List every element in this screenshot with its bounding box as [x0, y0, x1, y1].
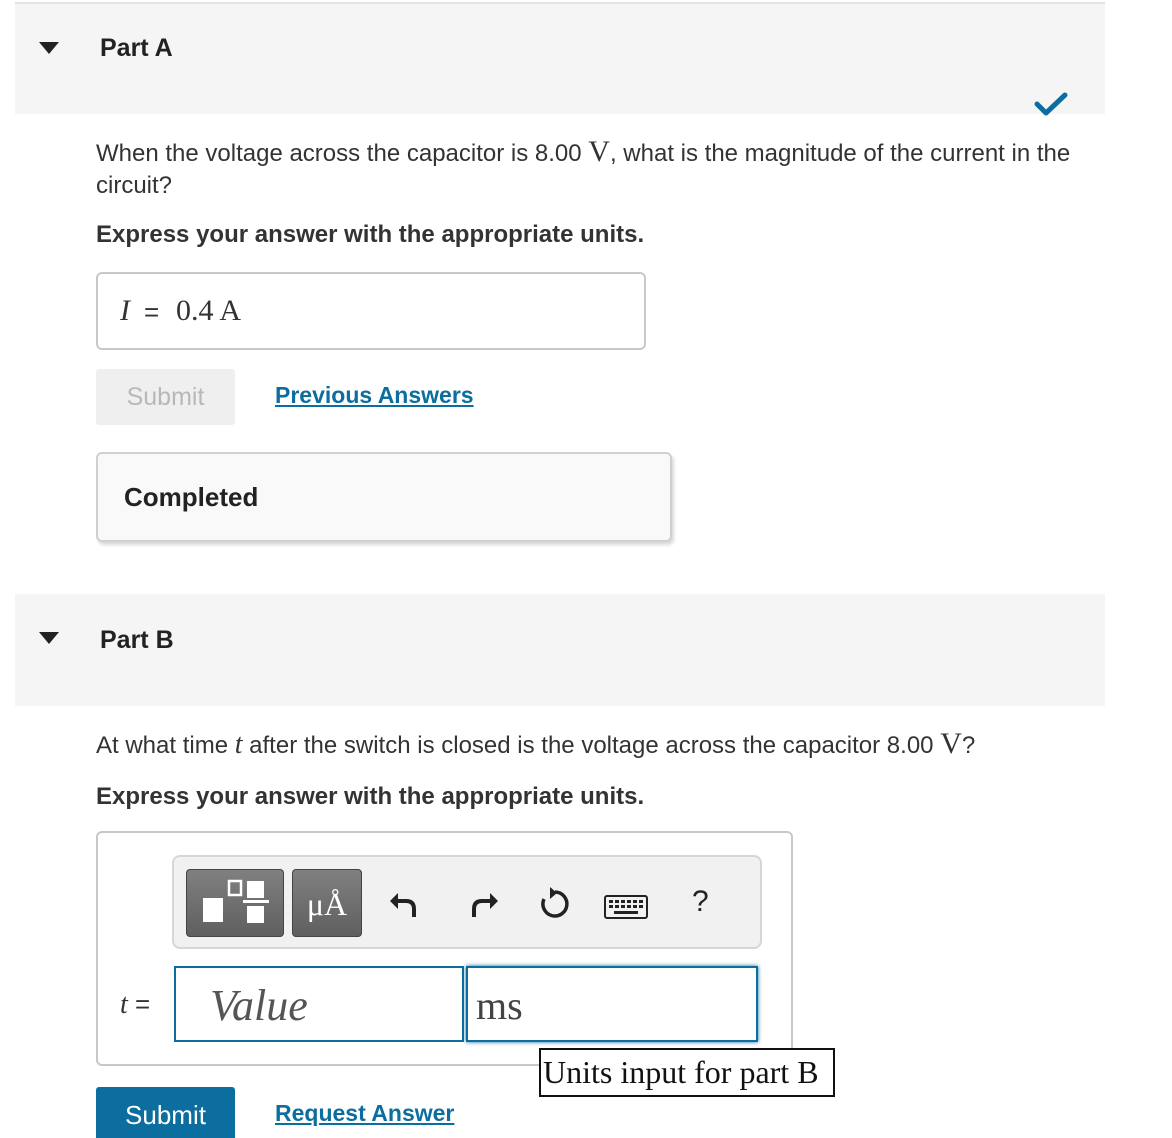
- answer-equals: =: [144, 297, 160, 327]
- part-a-question: [96, 136, 1096, 202]
- checkmark-icon: [1034, 92, 1068, 116]
- question-variable: t: [234, 729, 243, 760]
- units-input-tooltip: [539, 1048, 835, 1097]
- units-value: ms: [476, 983, 523, 1028]
- reset-icon[interactable]: [538, 887, 572, 921]
- templates-button[interactable]: [186, 869, 284, 937]
- units-button[interactable]: [292, 869, 362, 937]
- part-a-instruction: Express your answer with the appropriate units.: [96, 221, 645, 248]
- part-a-header[interactable]: [15, 2, 1105, 114]
- templates-icon: [187, 870, 285, 938]
- answer-value: 0.4 A: [176, 294, 242, 327]
- answer-variable: I: [120, 294, 130, 327]
- undo-icon[interactable]: [388, 889, 420, 919]
- question-text: When the voltage across the capacitor is 8.00: [96, 140, 589, 167]
- input-variable-label: [120, 989, 150, 1021]
- question-unit: V: [588, 135, 610, 168]
- question-text-end: ?: [961, 732, 976, 759]
- help-icon[interactable]: ?: [692, 885, 709, 918]
- part-b-header[interactable]: [15, 594, 1105, 706]
- question-unit: V: [940, 727, 962, 760]
- part-b-answer-card: [96, 831, 793, 1066]
- part-a-answer-field: [96, 272, 646, 350]
- part-b-question: [96, 728, 1096, 762]
- part-b-submit-button[interactable]: Submit: [96, 1087, 235, 1138]
- part-b-title: Part B: [100, 626, 174, 654]
- value-input[interactable]: [174, 966, 464, 1042]
- units-input[interactable]: [466, 966, 758, 1042]
- completed-label: Completed: [124, 482, 259, 512]
- tooltip-text: Units input for part B: [543, 1054, 819, 1090]
- completed-status-box: [96, 452, 672, 542]
- input-variable: t: [120, 989, 128, 1020]
- value-placeholder: Value: [210, 981, 308, 1030]
- part-a-title: Part A: [100, 34, 173, 62]
- redo-icon[interactable]: [468, 889, 500, 919]
- units-icon: μÅ: [306, 886, 348, 922]
- input-equals: =: [135, 989, 151, 1019]
- question-text-mid: after the switch is closed is the voltage across the capacitor 8.00: [242, 732, 941, 759]
- previous-answers-link[interactable]: Previous Answers: [275, 382, 474, 408]
- question-text: At what time: [96, 732, 235, 759]
- part-a-collapse-toggle-icon[interactable]: [39, 42, 59, 54]
- part-b-instruction: Express your answer with the appropriate units.: [96, 783, 645, 810]
- question-text-end: , what is the magnitude of the current in the circuit?: [96, 140, 1071, 199]
- part-b-collapse-toggle-icon[interactable]: [39, 632, 59, 644]
- part-a-submit-button[interactable]: Submit: [96, 369, 235, 425]
- keyboard-icon[interactable]: [604, 895, 648, 919]
- math-toolbar: [172, 855, 762, 949]
- request-answer-link[interactable]: Request Answer: [275, 1100, 455, 1126]
